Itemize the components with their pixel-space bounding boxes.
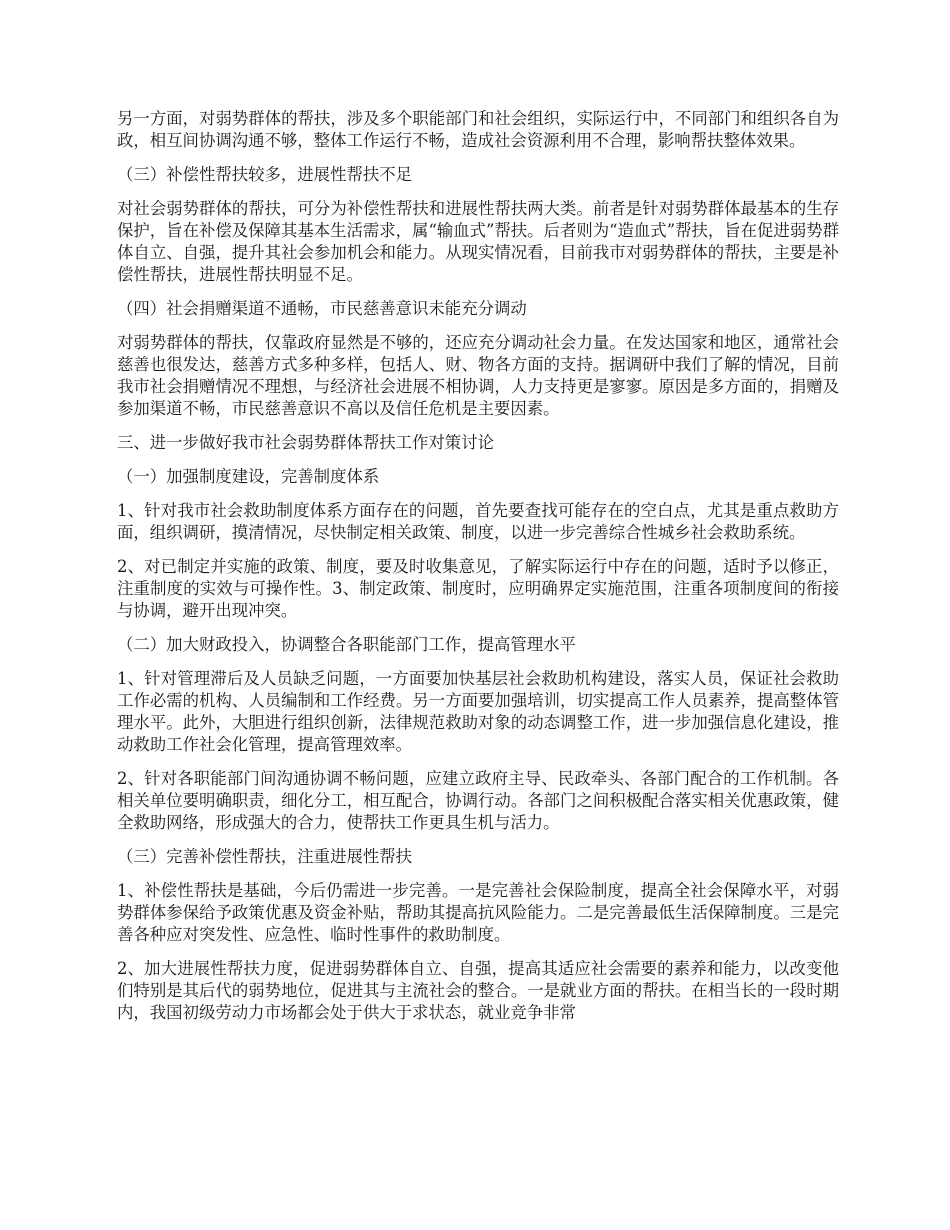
document-page: [117, 108, 839, 1036]
paragraph: 2、加大进展性帮扶力度，促进弱势群体自立、自强，提高其适应社会需要的素养和能力，以改变他们特别是其后代的弱势地位，促进其与主流社会的整合。一是就业方面的帮扶。在相当长的一段时期内，我国初级劳动力市场都会处于供大于求状态，就业竞争非常: [117, 959, 839, 1022]
chapter-heading: 三、进一步做好我市社会弱势群体帮扶工作对策讨论: [117, 433, 494, 452]
paragraph: 1、补偿性帮扶是基础，今后仍需进一步完善。一是完善社会保险制度，提高全社会保障水平，对弱势群体参保给予政策优惠及资金补贴，帮助其提高抗风险能力。二是完善最低生活保障制度。三是完善各种应对突发性、应急性、临时性事件的救助制度。: [117, 881, 839, 944]
paragraph: 1、针对我市社会救助制度体系方面存在的问题，首先要查找可能存在的空白点，尤其是重点救助方面，组织调研，摸清情况，尽快制定相关政策、制度，以进一步完善综合性城乡社会救助系统。: [117, 501, 839, 542]
section-heading: （三）补偿性帮扶较多，进展性帮扶不足: [117, 165, 413, 184]
section-heading: （三）完善补偿性帮扶，注重进展性帮扶: [117, 847, 413, 866]
section-heading: （一）加强制度建设，完善制度体系: [117, 467, 380, 486]
paragraph: 对社会弱势群体的帮扶，可分为补偿性帮扶和进展性帮扶两大类。前者是针对弱势群体最基本的生存保护，旨在补偿及保障其基本生活需求，属“输血式”帮扶。后者则为“造血式”帮扶，旨在促进弱势群体自立、自强，提升其社会参加机会和能力。从现实情况看，目前我市对弱势群体的帮扶，主要是补偿性帮扶，进展性帮扶明显不足。: [117, 199, 839, 284]
section-heading: （四）社会捐赠渠道不通畅，市民慈善意识未能充分调动: [117, 299, 527, 318]
paragraph: 另一方面，对弱势群体的帮扶，涉及多个职能部门和社会组织，实际运行中，不同部门和组织各自为政，相互间协调沟通不够，整体工作运行不畅，造成社会资源利用不合理，影响帮扶整体效果。: [117, 109, 839, 150]
paragraph: 1、针对管理滞后及人员缺乏问题，一方面要加快基层社会救助机构建设，落实人员，保证社会救助工作必需的机构、人员编制和工作经费。另一方面要加强培训，切实提高工作人员素养，提高整体管理水平。此外，大胆进行组织创新，法律规范救助对象的动态调整工作，进一步加强信息化建设，推动救助工作社会化管理，提高管理效率。: [117, 669, 839, 754]
section-heading: （二）加大财政投入，协调整合各职能部门工作，提高管理水平: [117, 635, 576, 654]
paragraph: 2、针对各职能部门间沟通协调不畅问题，应建立政府主导、民政牵头、各部门配合的工作机制。各相关单位要明确职责，细化分工，相互配合，协调行动。各部门之间积极配合落实相关优惠政策，健全救助网络，形成强大的合力，使帮扶工作更具生机与活力。: [117, 769, 839, 832]
paragraph: 对弱势群体的帮扶，仅靠政府显然是不够的，还应充分调动社会力量。在发达国家和地区，通常社会慈善也很发达，慈善方式多种多样，包括人、财、物各方面的支持。据调研中我们了解的情况，目前我市社会捐赠情况不理想，与经济社会进展不相协调，人力支持更是寥寥。原因是多方面的，捐赠及参加渠道不畅，市民慈善意识不高以及信任危机是主要因素。: [117, 333, 839, 418]
paragraph: 2、对已制定并实施的政策、制度，要及时收集意见，了解实际运行中存在的问题，适时予以修正，注重制度的实效与可操作性。3、制定政策、制度时，应明确界定实施范围，注重各项制度间的衔接与协调，避开出现冲突。: [117, 557, 839, 620]
